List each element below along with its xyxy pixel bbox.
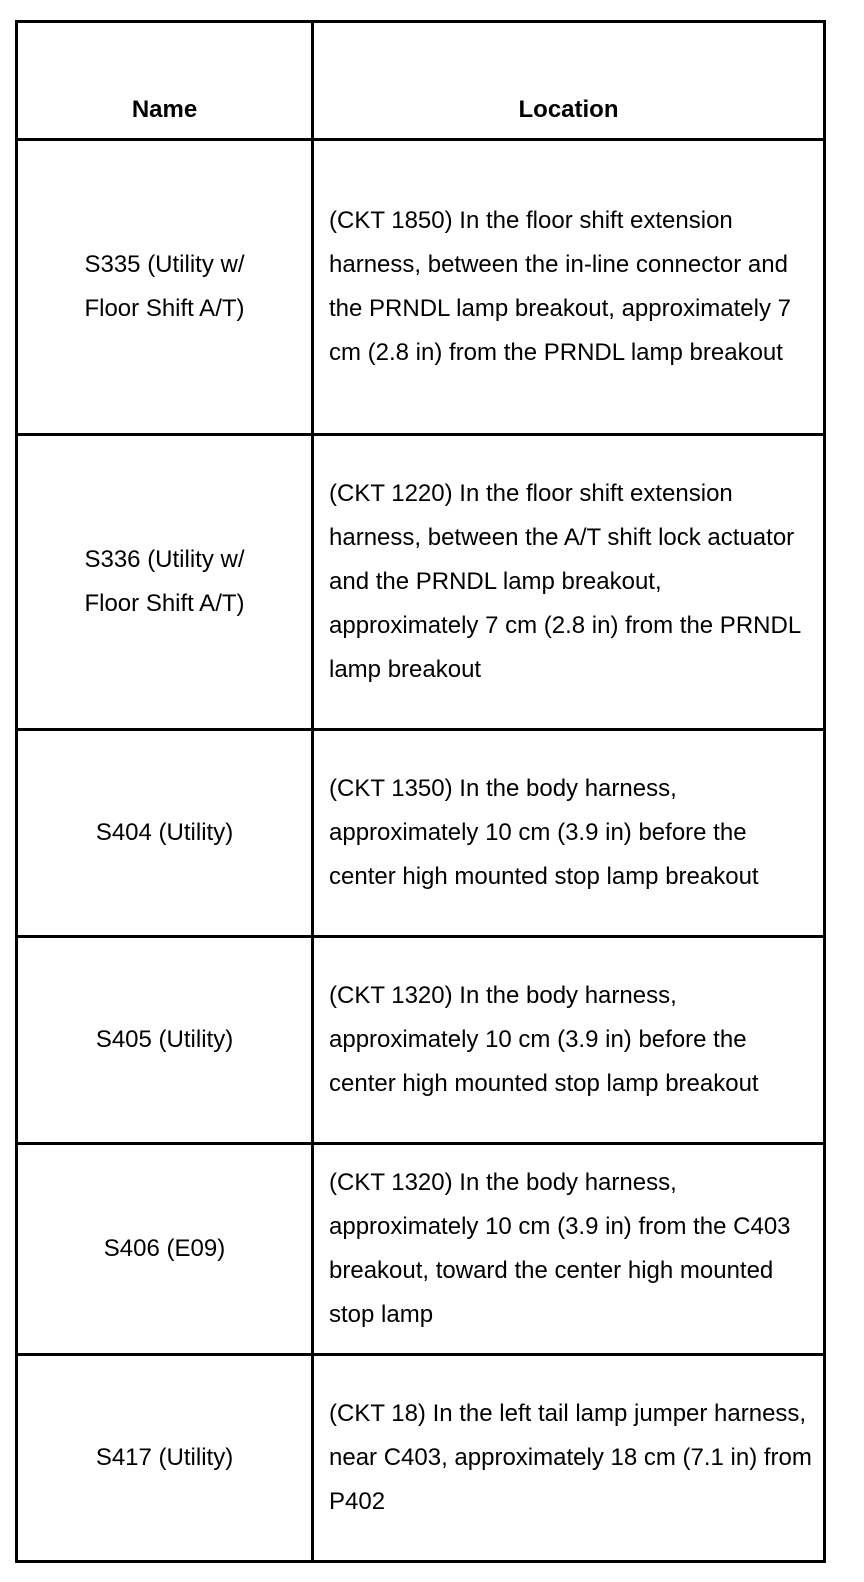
splice-name: S406 (E09) — [103, 1235, 226, 1262]
splice-name: S335 (Utility w/ Floor Shift A/T) — [84, 251, 245, 322]
location-cell: (CKT 1850) In the floor shift extension harness, between the in-line connector and the PRNDL lamp breakout, approximately 7 cm (2.8 in) from the PRNDL lamp breakout — [313, 140, 825, 435]
table-row — [17, 140, 825, 435]
name-cell — [17, 1355, 313, 1562]
column-header-name: Name — [17, 22, 313, 140]
table-row — [17, 1144, 825, 1355]
table-row — [17, 730, 825, 937]
splice-name: S336 (Utility w/ Floor Shift A/T) — [84, 546, 245, 617]
location-cell: (CKT 1350) In the body harness, approximately 10 cm (3.9 in) before the center high mounted stop lamp breakout — [313, 730, 825, 937]
column-header-location: Location — [313, 22, 825, 140]
splice-name: S404 (Utility) — [95, 819, 234, 846]
location-cell: (CKT 1320) In the body harness, approximately 10 cm (3.9 in) before the center high mounted stop lamp breakout — [313, 937, 825, 1144]
name-cell — [17, 937, 313, 1144]
name-cell — [17, 730, 313, 937]
table-row — [17, 435, 825, 730]
name-cell — [17, 140, 313, 435]
location-cell: (CKT 18) In the left tail lamp jumper harness, near C403, approximately 18 cm (7.1 in) from P402 — [313, 1355, 825, 1562]
splice-name: S405 (Utility) — [95, 1026, 234, 1053]
splice-name: S417 (Utility) — [95, 1444, 234, 1471]
name-cell — [17, 1144, 313, 1355]
name-cell — [17, 435, 313, 730]
table-row — [17, 1355, 825, 1562]
location-cell: (CKT 1320) In the body harness, approximately 10 cm (3.9 in) from the C403 breakout, toward the center high mounted stop lamp — [313, 1144, 825, 1355]
splice-location-table — [15, 20, 826, 1563]
header-row — [17, 22, 825, 140]
table-row — [17, 937, 825, 1144]
location-cell: (CKT 1220) In the floor shift extension harness, between the A/T shift lock actuator and the PRNDL lamp breakout, approximately 7 cm (2.8 in) from the PRNDL lamp breakout — [313, 435, 825, 730]
